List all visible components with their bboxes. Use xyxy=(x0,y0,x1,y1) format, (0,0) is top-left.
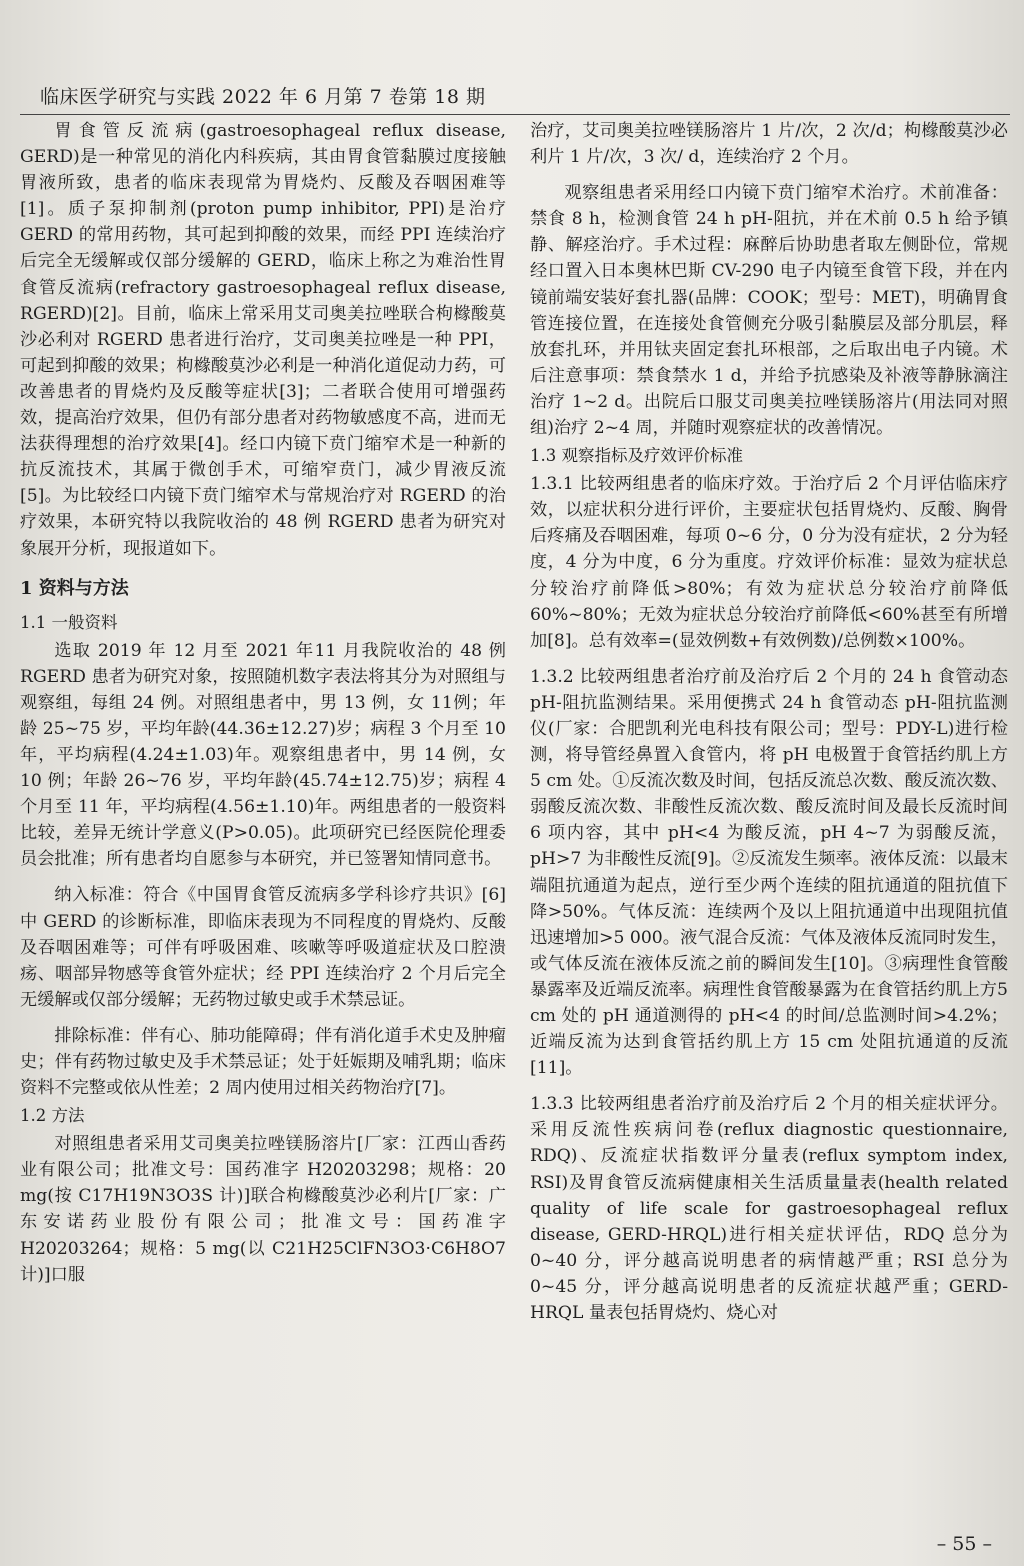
running-header: 临床医学研究与实践 2022 年 6 月第 7 卷第 18 期 xyxy=(40,86,486,108)
continued-paragraph: 治疗，艾司奥美拉唑镁肠溶片 1 片/次，2 次/d；枸橼酸莫沙必利片 1 片/次，3 次/ d，连续治疗 2 个月。 xyxy=(530,121,1008,168)
methods-control-paragraph: 对照组患者采用艾司奥美拉唑镁肠溶片[厂家：江西山香药业有限公司；批准文号：国药准字 H20203298；规格：20 mg(按 C17H19N3O3S 计)]联合枸橼酸莫沙必利片[厂家：广东安诺药业股份有限公司；批准文号：国药准字 H20203264；规格：5 mg(以 C21H25ClFN3O3·C6H8O7 计)]口服 xyxy=(20,1134,506,1285)
item-1-3-3-paragraph: 1.3.3 比较两组患者治疗前及治疗后 2 个月的相关症状评分。采用反流性疾病问卷(reflux diagnostic questionnaire, RDQ)、反流症状指数评分量表(reflux symptom index, RSI)及胃食管反流病健康相关生活质量量表(health related quality of life scale for gastroesophageal reflux disease, GERD-HRQL)进行相关症状评估，RDQ 总分为 0~40 分，评分越高说明患者的病情越严重；RSI 总分为 0~45 分，评分越高说明患者的反流症状越严重；GERD-HRQL 量表包括胃烧灼、烧心对 xyxy=(530,1094,1008,1324)
exclusion-criteria-paragraph: 排除标准：伴有心、肺功能障碍；伴有消化道手术史及肿瘤史；伴有药物过敏史及手术禁忌证；处于妊娠期及哺乳期；临床资料不完整或依从性差；2 周内使用过相关药物治疗[7]。 xyxy=(20,1025,506,1099)
item-1-3-1-paragraph: 1.3.1 比较两组患者的临床疗效。于治疗后 2 个月评估临床疗效，以症状积分进行评价，主要症状包括胃烧灼、反酸、胸骨后疼痛及吞咽困难，每项 0~6 分，0 分为没有症状，2 分为轻度，4 分为中度，6 分为重度。疗效评价标准：显效为症状总分较治疗前降低>80%；有效为症状总分较治疗前降低 60%~80%；无效为症状总分较治疗前降低<60%甚至有所增加[8]。总有效率=(显效例数+有效例数)/总例数×100%。 xyxy=(530,474,1008,651)
item-1-3-2-paragraph: 1.3.2 比较两组患者治疗前及治疗后 2 个月的 24 h 食管动态 pH-阻抗监测结果。采用便携式 24 h 食管动态 pH-阻抗监测仪(厂家：合肥凯利光电科技有限公司；型号：PDY-L)进行检测，将导管经鼻置入食管内，将 pH 电极置于食管括约肌上方 5 cm 处。①反流次数及时间，包括反流总次数、酸反流次数、弱酸反流次数、非酸性反流次数、酸反流时间及最长反流时间 6 项内容，其中 pH<4 为酸反流，pH 4~7 为弱酸反流，pH>7 为非酸性反流[9]。②反流发生频率。液体反流：以最末端阻抗通道为起点，逆行至少两个连续的阻抗通道的阻抗值下降>50%。气体反流：连续两个及以上阻抗通道中出现阻抗值迅速增加>5 000。液气混合反流：气体及液体反流同时发生，或气体反流在液体反流之前的瞬间发生[10]。③病理性食管酸暴露率及近端反流率。病理性食管酸暴露为在食管括约肌上方5 cm 处的 pH 通道测得的 pH<4 的时间/总监测时间>4.2%；近端反流为达到食管括约肌上方 15 cm 处阻抗通道的反流[11]。 xyxy=(530,666,1008,1079)
subsection-1-3-heading: 1.3 观察指标及疗效评价标准 xyxy=(530,446,743,466)
inclusion-criteria-paragraph: 纳入标准：符合《中国胃食管反流病多学科诊疗共识》[6]中 GERD 的诊断标准，即临床表现为不同程度的胃烧灼、反酸及吞咽困难等；可伴有呼吸困难、咳嗽等呼吸道症状及口腔溃疡、咽部异物感等食管外症状；经 PPI 连续治疗 2 个月后完全无缓解或仅部分缓解；无药物过敏史或手术禁忌证。 xyxy=(20,885,506,1010)
right-column xyxy=(530,118,1008,1326)
header-rule xyxy=(20,114,1010,115)
subsection-1-1-heading: 1.1 一般资料 xyxy=(20,612,118,632)
left-column xyxy=(20,118,506,1288)
observation-group-paragraph: 观察组患者采用经口内镜下贲门缩窄术治疗。术前准备：禁食 8 h，检测食管 24 h pH-阻抗，并在术前 0.5 h 给予镇静、解痉治疗。手术过程：麻醉后协助患者取左侧卧位，常规经口置入日本奥林巴斯 CV-290 电子内镜至食管下段，并在内镜前端安装好套扎器(品牌：COOK；型号：MET)，明确胃食管连接位置，在连接处食管侧充分吸引黏膜层及部分肌层，释放套扎环，并用钛夹固定套扎环根部，之后取出电子内镜。术后注意事项：禁食禁水 1 d，并给予抗感染及补液等静脉滴注治疗 1~2 d。出院后口服艾司奥美拉唑镁肠溶片(用法同对照组)治疗 2~4 周，并随时观察症状的改善情况。 xyxy=(530,183,1008,439)
general-data-paragraph: 选取 2019 年 12 月至 2021 年11 月我院收治的 48 例 RGERD 患者为研究对象，按照随机数字表法将其分为对照组与观察组，每组 24 例。对照组患者中，男 13 例，女 11例；年龄 25~75 岁，平均年龄(44.36±12.27)岁；病程 3 个月至 10 年，平均病程(4.24±1.03)年。观察组患者中，男 14 例，女 10 例；年龄 26~76 岁，平均年龄(45.74±12.75)岁；病程 4 个月至 11 年，平均病程(4.56±1.10)年。两组患者的一般资料比较，差异无统计学意义(P>0.05)。此项研究已经医院伦理委员会批准；所有患者均自愿参与本研究，并已签署知情同意书。 xyxy=(20,640,506,870)
intro-paragraph: 胃食管反流病(gastroesophageal reflux disease, GERD)是一种常见的消化内科疾病，其由胃食管黏膜过度接触胃液所致，患者的临床表现常为胃烧灼、反酸及吞咽困难等[1]。质子泵抑制剂(proton pump inhibitor, PPI)是治疗 GERD 的常用药物，其可起到抑酸的效果，而经 PPI 连续治疗后完全无缓解或仅部分缓解的 GERD，临床上称之为难治性胃食管反流病(refractory gastroesophageal reflux disease, RGERD)[2]。目前，临床上常采用艾司奥美拉唑联合枸橼酸莫沙必利对 RGERD 患者进行治疗，艾司奥美拉唑是一种 PPI，可起到抑酸的效果；枸橼酸莫沙必利是一种消化道促动力药，可改善患者的胃烧灼及反酸等症状[3]；二者联合使用可增强药效，提高治疗效果，但仍有部分患者对药物敏感度不高，进而无法获得理想的治疗效果[4]。经口内镜下贲门缩窄术是一种新的抗反流技术，其属于微创手术，可缩窄贲门，减少胃液反流[5]。为比较经口内镜下贲门缩窄术与常规治疗对 RGERD 的治疗效果，本研究特以我院收治的 48 例 RGERD 患者为研究对象展开分析，现报道如下。 xyxy=(20,121,506,559)
subsection-1-2-heading: 1.2 方法 xyxy=(20,1106,85,1126)
section-1-heading: 1 资料与方法 xyxy=(20,577,129,599)
page-number: – 55 – xyxy=(936,1533,992,1555)
